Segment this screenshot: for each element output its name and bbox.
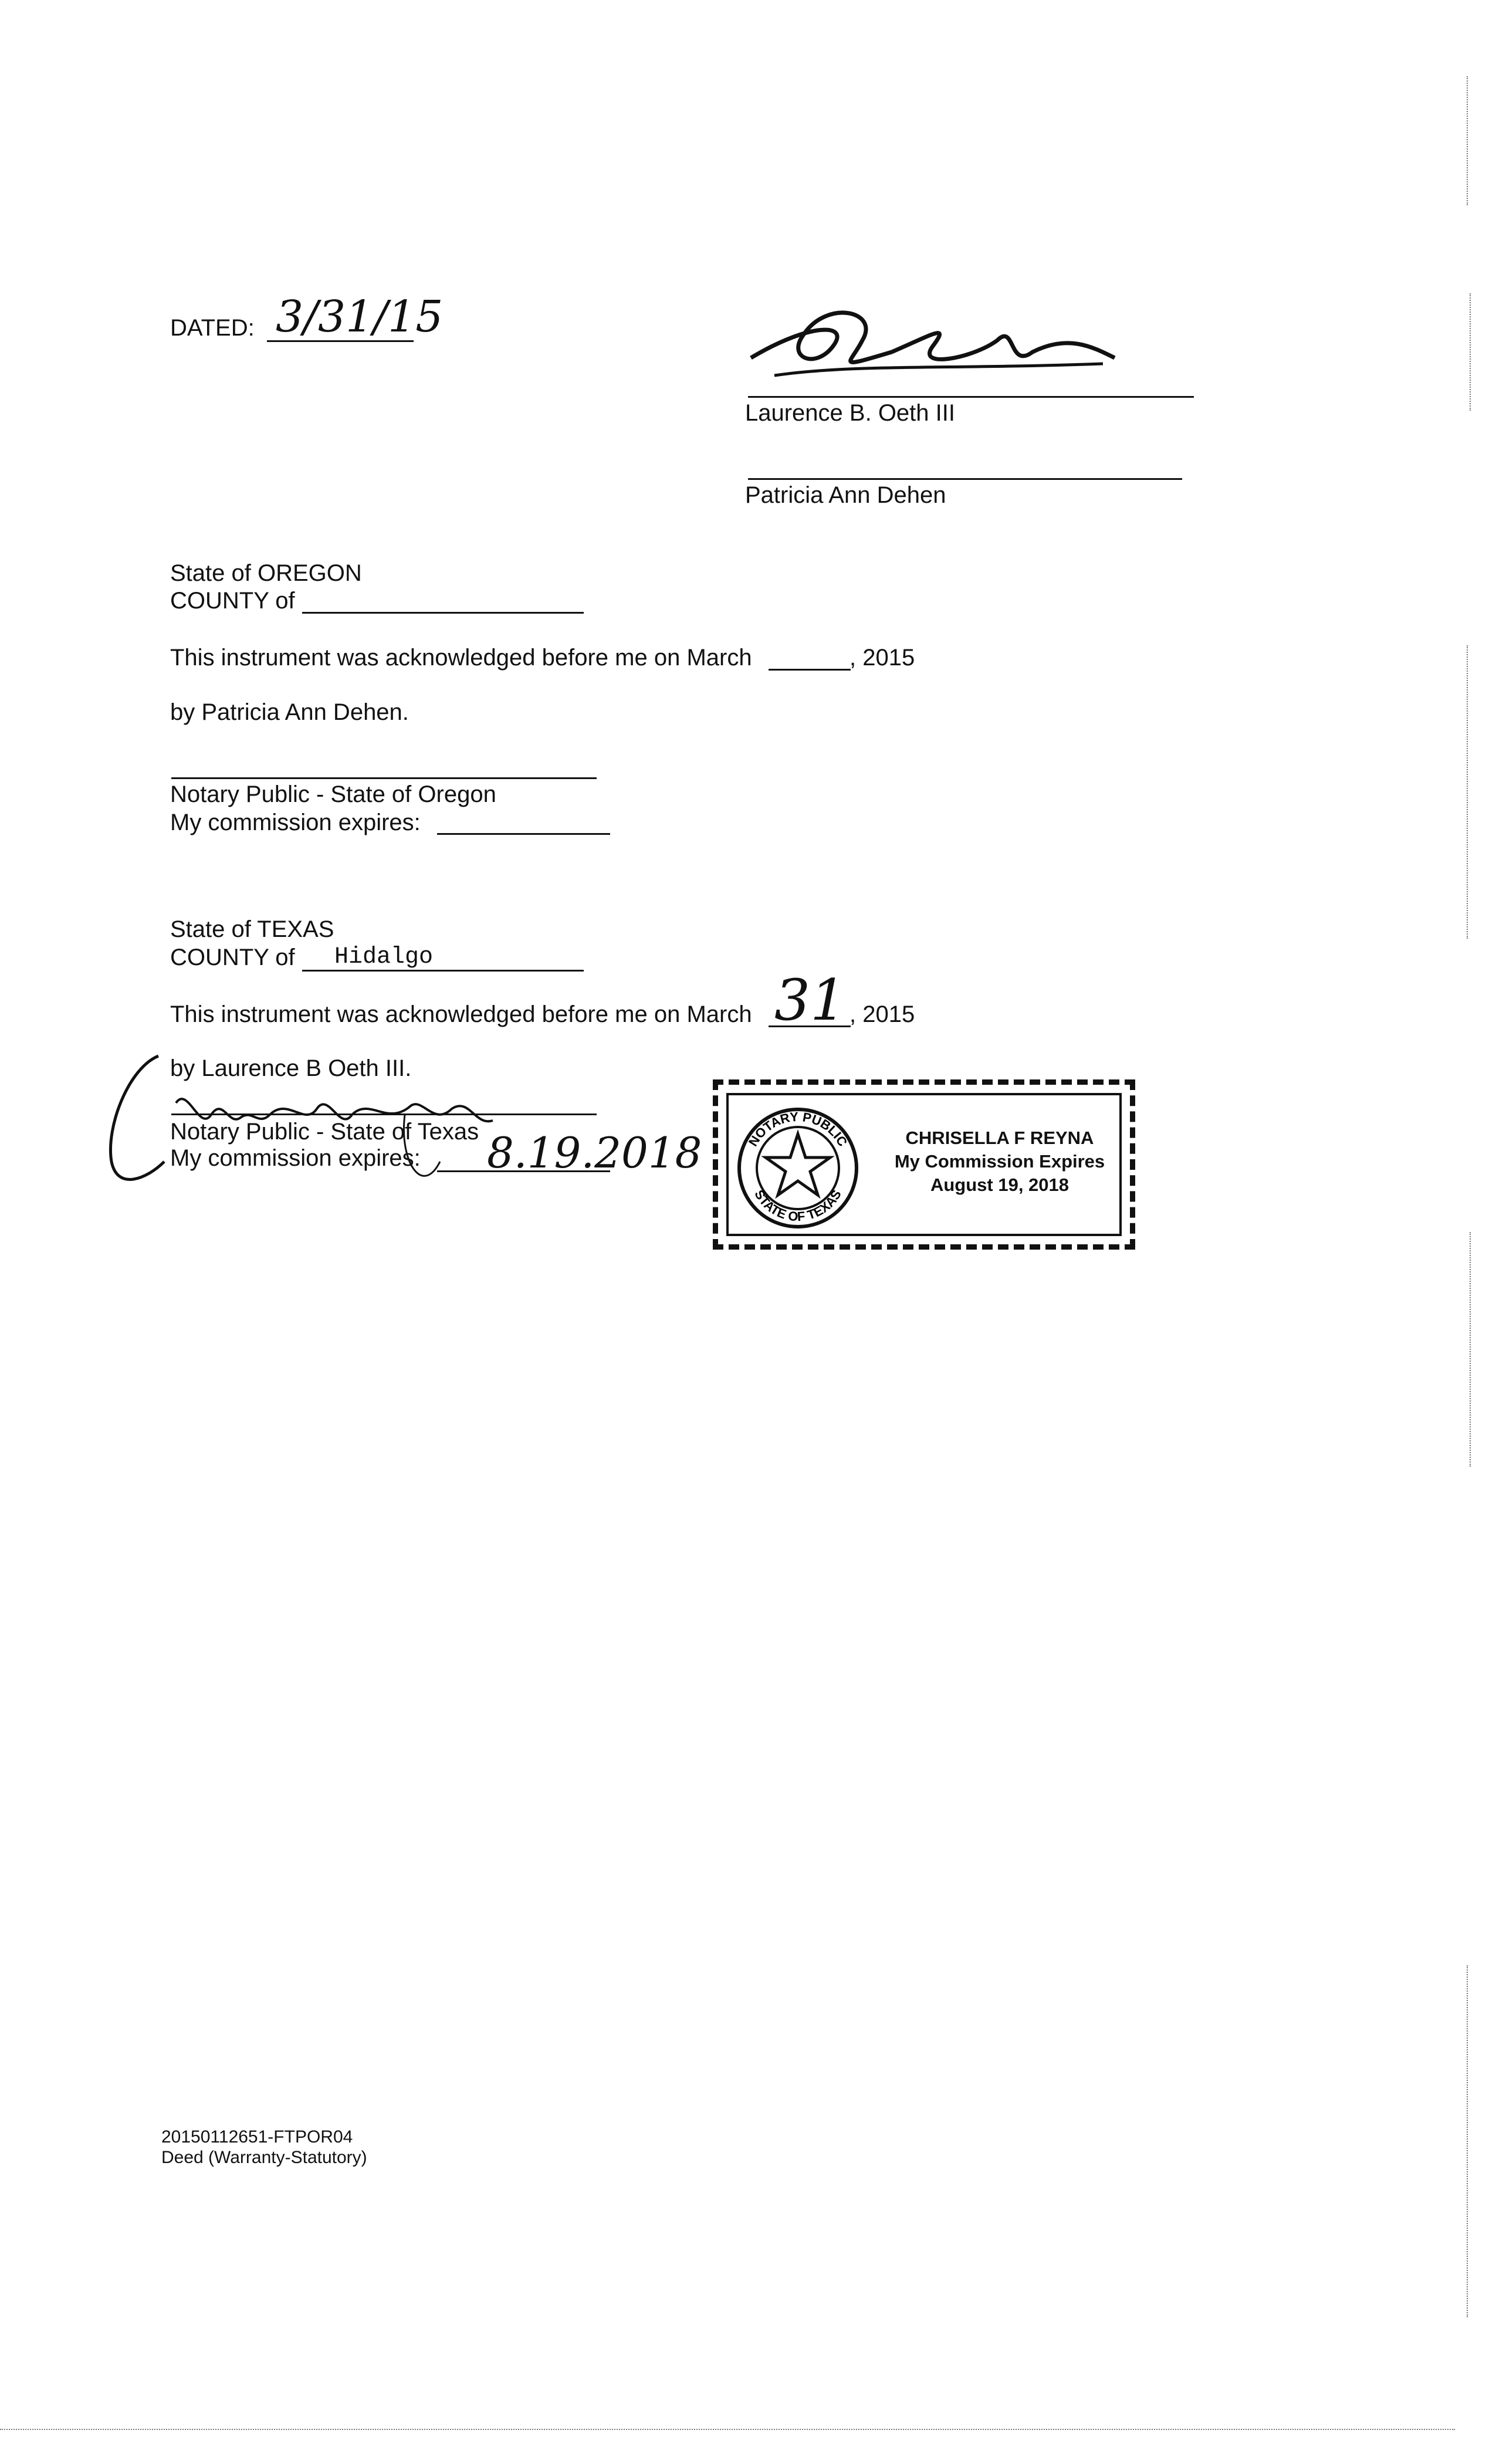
- signature-laurence: [739, 287, 1150, 405]
- stamp-line3: August 19, 2018: [930, 1175, 1069, 1195]
- texas-state: State of TEXAS: [170, 916, 334, 942]
- texas-commission-date: 8.19.2018: [487, 1128, 702, 1177]
- oregon-ack-text: This instrument was acknowledged before me on March: [170, 645, 752, 671]
- oregon-county-line: [302, 612, 584, 614]
- svg-text:NOTARY PUBLIC: [746, 1109, 850, 1149]
- oregon-day-line: [769, 669, 851, 671]
- texas-county-label: COUNTY of: [170, 945, 295, 970]
- stamp-name: CHRISELLA F REYNA: [905, 1128, 1094, 1148]
- dated-handwritten: 3/31/15: [276, 292, 444, 342]
- texas-by: by Laurence B Oeth III.: [170, 1055, 412, 1081]
- texas-star-seal: [733, 1104, 862, 1233]
- dated-underline: [267, 340, 414, 342]
- signature-line-2: [748, 478, 1182, 480]
- texas-ack-day: 31: [774, 967, 847, 1033]
- seal-bottom-text: STATE OF TEXAS: [752, 1187, 844, 1224]
- scan-edge-artifact: [1467, 645, 1468, 939]
- footer-doc-id: 20150112651-FTPOR04: [161, 2127, 353, 2147]
- stamp-line2: My Commission Expires: [894, 1151, 1105, 1172]
- seal-top-text: NOTARY PUBLIC: [745, 1109, 851, 1149]
- signature-line-1: [748, 396, 1194, 398]
- texas-notary: Notary Public - State of Texas: [170, 1119, 479, 1145]
- notary-stamp: [713, 1079, 1135, 1250]
- texas-ack-year: , 2015: [849, 1001, 915, 1027]
- dated-label: DATED:: [170, 315, 255, 341]
- signatory-1: Laurence B. Oeth III: [745, 400, 955, 426]
- scan-edge-artifact: [1467, 76, 1468, 205]
- scan-edge-artifact: [1470, 293, 1471, 411]
- footer-doc-type: Deed (Warranty-Statutory): [161, 2148, 367, 2167]
- texas-county-value: Hidalgo: [334, 944, 434, 970]
- oregon-by: by Patricia Ann Dehen.: [170, 699, 409, 725]
- texas-county-line: [302, 970, 584, 972]
- oregon-notary: Notary Public - State of Oregon: [170, 781, 496, 807]
- oregon-commission: My commission expires:: [170, 810, 421, 835]
- texas-day-line: [769, 1025, 851, 1027]
- scan-bottom-artifact: [0, 2429, 1455, 2430]
- oregon-county-label: COUNTY of: [170, 588, 295, 614]
- oregon-ack-year: , 2015: [849, 645, 915, 671]
- scan-edge-artifact: [1467, 1965, 1468, 2317]
- texas-commission: My commission expires:: [170, 1145, 421, 1171]
- signatory-2: Patricia Ann Dehen: [745, 482, 946, 508]
- oregon-state: State of OREGON: [170, 560, 362, 586]
- oregon-commission-line: [437, 833, 610, 835]
- oregon-notary-line: [171, 777, 597, 779]
- texas-ack-text: This instrument was acknowledged before me on March: [170, 1001, 752, 1027]
- scan-edge-artifact: [1470, 1232, 1471, 1467]
- texas-notary-line: [171, 1113, 597, 1115]
- texas-commission-line: [437, 1170, 610, 1172]
